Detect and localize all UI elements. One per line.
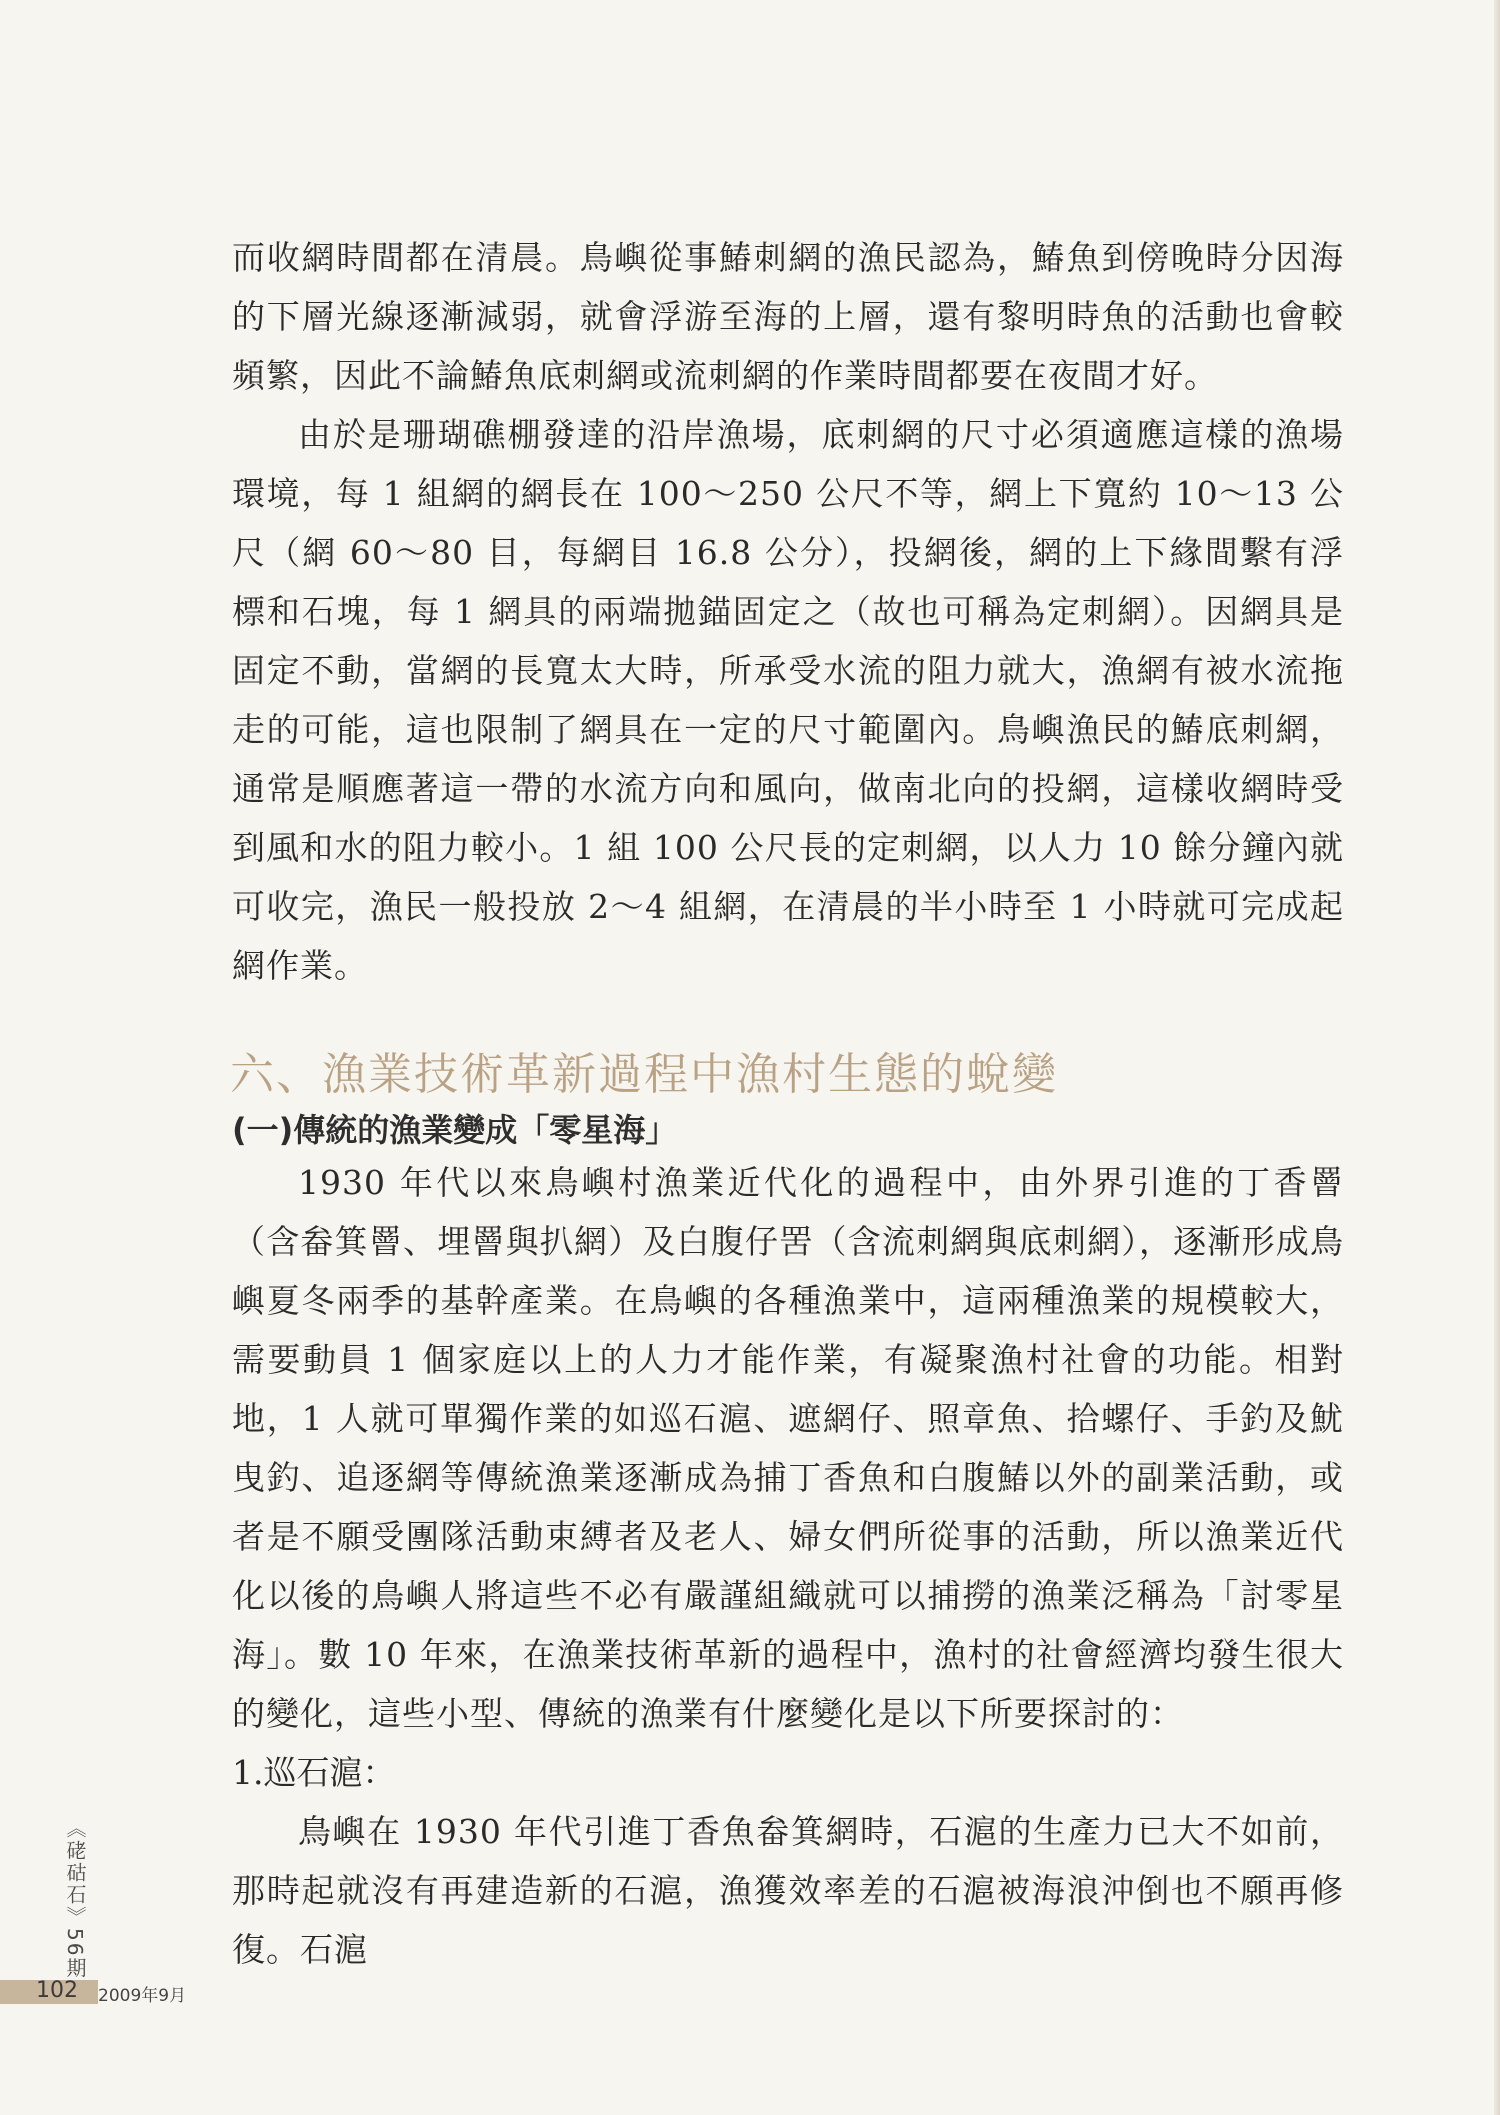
paragraph-2: 由於是珊瑚礁棚發達的沿岸漁場，底刺網的尺寸必須適應這樣的漁場環境，每 1 組網的網長在 100～250 公尺不等，網上下寬約 10～13 公尺（網 60～80 目，每網目 16.8 公分），投網後，網的上下緣間繫有浮標和石塊，每 1 網具的兩端拋錨固定之（故也可稱為定刺網）。因網具是固定不動，當網的長寬太大時，所承受水流的阻力就大，漁網有被水流拖走的可能，這也限制了網具在一定的尺寸範圍內。鳥嶼漁民的鰆底刺網，通常是順應著這一帶的水流方向和風向，做南北向的投網，這樣收網時受到風和水的阻力較小。1 組 100 公尺長的定刺網，以人力 10 餘分鐘內就可收完，漁民一般投放 2～4 組網，在清晨的半小時至 1 小時就可完成起網作業。 [232,415,1344,985]
sub-title: (一)傳統的漁業變成「零星海」 [232,1111,678,1149]
item-label: 1.巡石滬： [232,1753,396,1792]
paragraph-1: 而收網時間都在清晨。鳥嶼從事鰆刺網的漁民認為，鰆魚到傍晚時分因海的下層光線逐漸減弱，就會浮游至海的上層，還有黎明時魚的活動也會較頻繁，因此不論鰆魚底刺網或流刺網的作業時間都要在夜間才好。 [232,238,1344,395]
journal-name: 《硓𥑮石》56期 [63,1818,87,1980]
page-edge [1494,0,1500,2115]
page-number: 102 [36,1978,78,2003]
section-title: 六、漁業技術革新過程中漁村生態的蛻變 [230,1049,1058,1100]
paragraph-3: 1930 年代以來鳥嶼村漁業近代化的過程中，由外界引進的丁香罾（含畚箕罾、埋罾與扒網）及白腹仔罟（含流刺網與底刺網），逐漸形成鳥嶼夏冬兩季的基幹產業。在鳥嶼的各種漁業中，這兩種漁業的規模較大，需要動員 1 個家庭以上的人力才能作業，有凝聚漁村社會的功能。相對地，1 人就可單獨作業的如巡石滬、遮網仔、照章魚、拾螺仔、手釣及魷曳釣、追逐網等傳統漁業逐漸成為捕丁香魚和白腹鰆以外的副業活動，或者是不願受團隊活動束縛者及老人、婦女們所從事的活動，所以漁業近代化以後的鳥嶼人將這些不必有嚴謹組織就可以捕撈的漁業泛稱為「討零星海」。數 10 年來，在漁業技術革新的過程中，漁村的社會經濟均發生很大的變化，這些小型、傳統的漁業有什麼變化是以下所要探討的： [232,1163,1344,1733]
body-text-top [232,228,1344,995]
paragraph-4: 鳥嶼在 1930 年代引進丁香魚畚箕網時，石滬的生產力已大不如前，那時起就沒有再建造新的石滬，漁獲效率差的石滬被海浪沖倒也不願再修復。石滬 [232,1812,1344,1969]
body-text-bottom [232,1153,1344,1979]
issue-date: 2009年9月 [98,1986,187,2006]
